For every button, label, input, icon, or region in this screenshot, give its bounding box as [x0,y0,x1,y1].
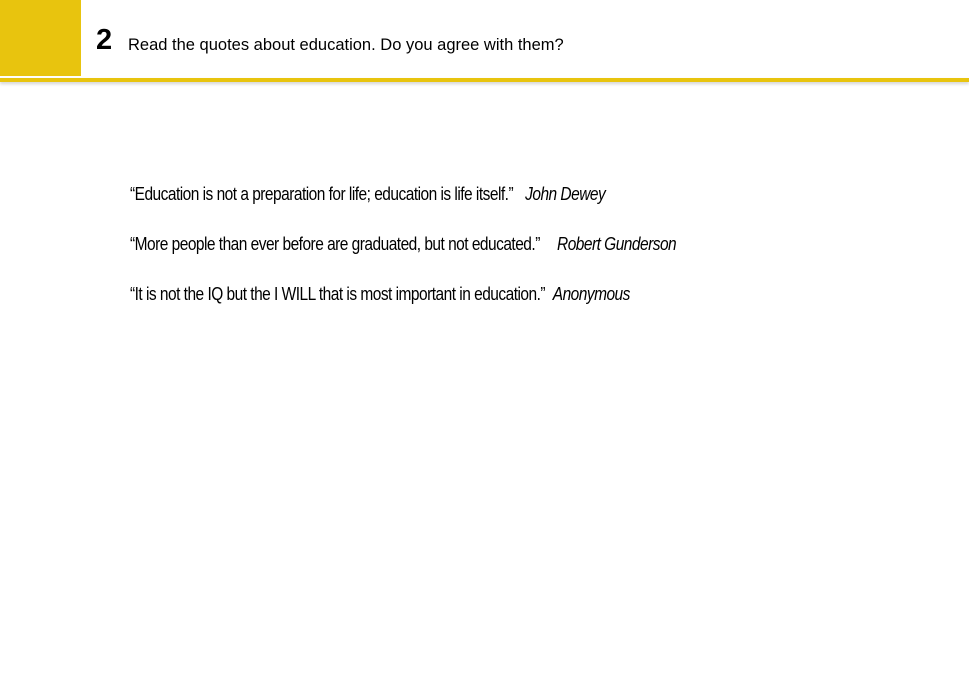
quote-text: “Education is not a preparation for life; education is life itself.” [130,184,514,204]
quote-author: Robert Gunderson [557,234,677,254]
quote-text: “It is not the IQ but the I WILL that is most important in education.” [130,284,546,304]
quote-item [130,181,676,231]
quote-item [130,281,676,331]
header-divider [0,78,969,82]
quote-text: “More people than ever before are graduated, but not educated.” [130,234,540,254]
quote-author: John Dewey [525,184,606,204]
task-number: 2 [96,24,113,56]
header-accent-block [0,0,81,76]
task-instruction: Read the quotes about education. Do you agree with them? [128,36,564,54]
quote-author: Anonymous [552,284,630,304]
quote-item [130,231,676,281]
quote-list [130,181,765,331]
